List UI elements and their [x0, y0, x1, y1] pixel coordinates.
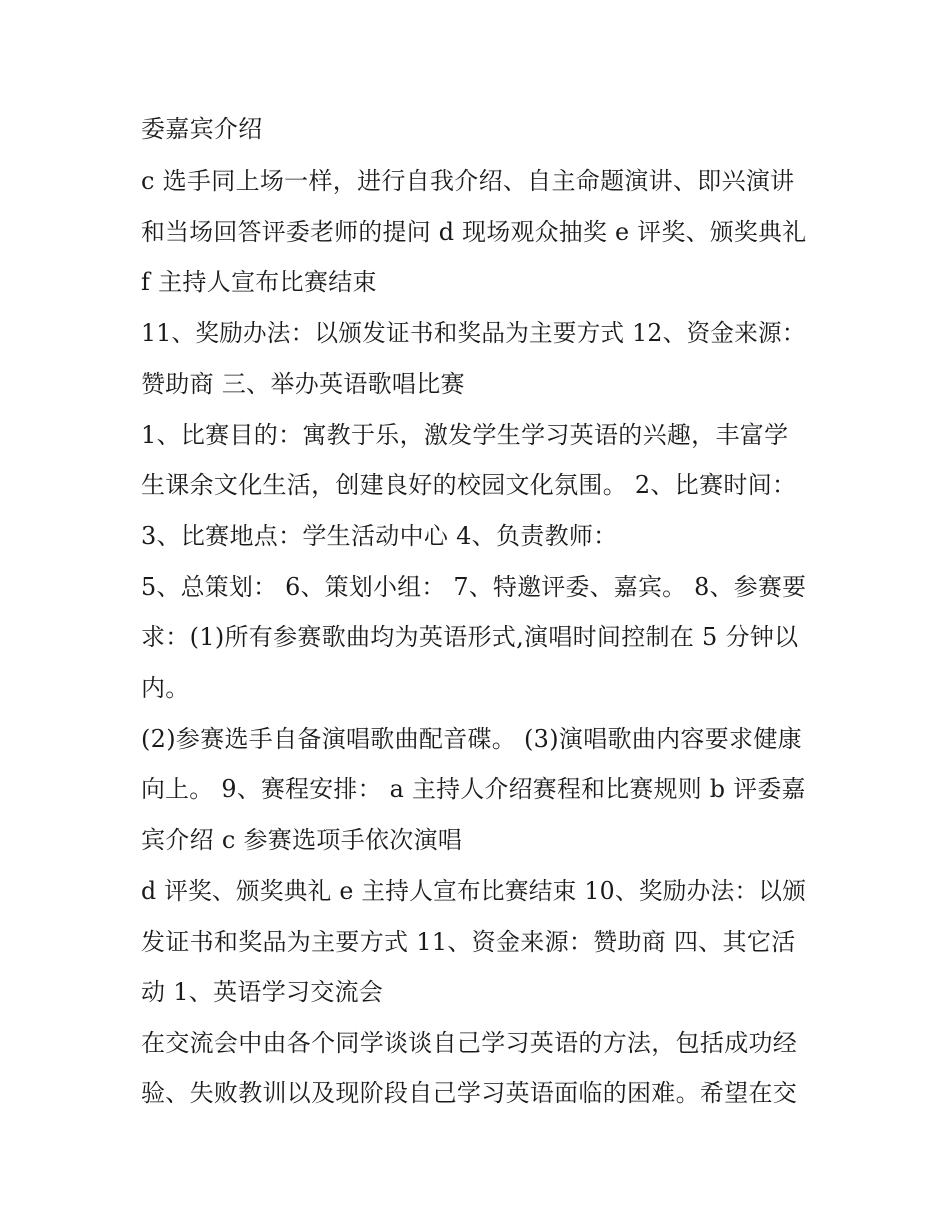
text-line: 3、比赛地点：学生活动中心 4、负责教师： [141, 522, 618, 550]
text-line: 委嘉宾介绍 [141, 115, 263, 143]
text-line: (2)参赛选手自备演唱歌曲配音碟。 (3)演唱歌曲内容要求健康 [141, 725, 802, 753]
text-line: 向上。 9、赛程安排： a 主持人介绍赛程和比赛规则 b 评委嘉 [141, 775, 806, 803]
text-line: d 评奖、颁奖典礼 e 主持人宣布比赛结束 10、奖励办法：以颁 [141, 877, 807, 905]
text-line: 赞助商 三、举办英语歌唱比赛 [141, 370, 465, 398]
text-line: 求：(1)所有参赛歌曲均为英语形式,演唱时间控制在 5 分钟以 [141, 623, 799, 651]
text-line: 生课余文化生活，创建良好的校园文化氛围。 2、比赛时间： [141, 471, 797, 499]
text-line: 在交流会中由各个同学谈谈自己学习英语的方法，包括成功经 [141, 1029, 798, 1057]
text-line: 验、失败教训以及现阶段自己学习英语面临的困难。希望在交 [141, 1079, 798, 1107]
text-line: c 选手同上场一样，进行自我介绍、自主命题演讲、即兴演讲 [141, 167, 795, 195]
text-line: 5、总策划： 6、策划小组： 7、特邀评委、嘉宾。 8、参赛要 [141, 573, 807, 601]
text-line: 动 1、英语学习交流会 [141, 978, 384, 1006]
text-line: 宾介绍 c 参赛选项手依次演唱 [141, 826, 463, 854]
text-line: 11、奖励办法：以颁发证书和奖品为主要方式 12、资金来源： [141, 319, 806, 347]
text-line: 发证书和奖品为主要方式 11、资金来源：赞助商 四、其它活 [141, 928, 796, 956]
text-line: f 主持人宣布比赛结束 [141, 268, 377, 296]
text-line: 内。 [141, 674, 190, 702]
text-line: 和当场回答评委老师的提问 d 现场观众抽奖 e 评奖、颁奖典礼 [141, 218, 807, 246]
text-line: 1、比赛目的：寓教于乐，激发学生学习英语的兴趣，丰富学 [141, 421, 789, 449]
